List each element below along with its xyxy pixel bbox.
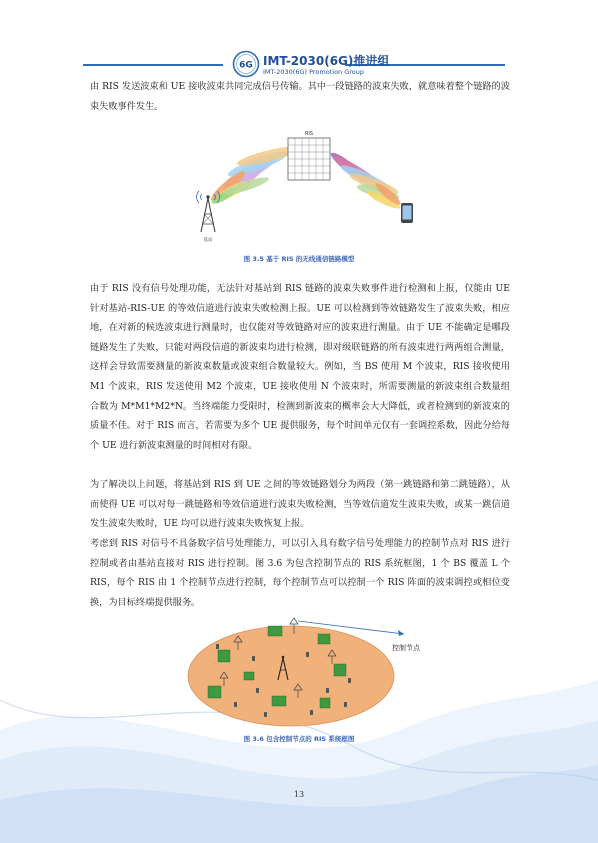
- control-node-label: 控制节点: [392, 644, 420, 652]
- header-title: IMT-2030(6G)推进组: [263, 54, 390, 68]
- figure1-caption: 图 3.5 基于 RIS 的无线通信链路模型: [243, 255, 355, 263]
- paragraph-beam-failure: 由于 RIS 没有信号处理功能，无法针对基站到 RIS 链路的波束失败事件进行检测和上报，仅能由 UE 针对基站-RIS-UE 的等效信道进行波束失败检测上报。UE 可以检测到等效链路发生了波束失败，相应地，在对新的候选波束进行测量时，也仅能对等效链路对应的波束进行测量。由于 UE 不能确定是哪段链路发生了失败，只能对两段信道的新波束均进行检测，即对级联链路的所有波束进行两两组合测量，这样会导致需要测量的新波束数量或波束组合数量较大。例如，当 BS 使用 M 个波束，RIS 接收使用 M1 个波束，RIS 发送使用 M2 个波束，UE 接收使用 N 个波束时，所需要测量的新波束组合数量组合数为 M*M1*M2*N。当终端能力受限时，检测到新波束的概率会大大降低，或者检测到的新波束的质量不佳。对于 RIS 而言，若需要为多个 UE 提供服务，每个时间单元仅有一套调控系数，因此分给每个 UE 进行新波束测量的时间相对有限。: [90, 283, 510, 451]
- ris-label: RIS: [304, 131, 314, 137]
- header-subtitle: IMT-2030(6G) Promotion Group: [263, 68, 365, 76]
- figure-ris-control-system: [186, 612, 454, 730]
- phone-icon: [401, 203, 413, 223]
- figure-ris-link-model: [188, 128, 424, 250]
- arrowhead-icon: [398, 630, 404, 636]
- page-number: 13: [293, 790, 305, 799]
- paragraph-intro: 由 RIS 发送波束和 UE 接收波束共同完成信号传输。其中一段链路的波束失败，就意味着整个链路的波束失败事件发生。: [90, 81, 510, 112]
- bs-beams: [208, 143, 300, 207]
- paragraph-solution: 为了解决以上问题，将基站到 RIS 到 UE 之间的等效链路划分为两段（第一跳链路和第二跳链路），从而使得 UE 可以对每一跳链路和等效信道进行波束失败检测，当等效信道发生波束失败，或某一跳信道发生波束失败时，UE 均可以进行波束失败恢复上报。: [90, 479, 510, 530]
- paragraph-control-node: 考虑到 RIS 对信号不具备数字信号处理能力，可以引入具有数字信号处理能力的控制节点对 RIS 进行控制或者由基站直接对 RIS 进行控制。图 3.6 为包含控制节点的 RIS 系统框图，1 个 BS 覆盖 L 个 RIS，每个 RIS 由 1 个控制节点进行控制，每个控制节点可以控制一个 RIS 阵面的波束调控或相位变换，为目标终端提供服务。: [90, 538, 510, 608]
- bs-label: 基站: [203, 238, 213, 243]
- header-rule-left: [83, 64, 223, 66]
- figure2-caption: 图 3.6 包含控制节点的 RIS 系统框图: [243, 735, 355, 743]
- 6g-logo-icon: [232, 50, 260, 78]
- ris-panel: [288, 131, 330, 180]
- ris-beams: [328, 149, 403, 211]
- logo-text: 6G: [239, 60, 253, 71]
